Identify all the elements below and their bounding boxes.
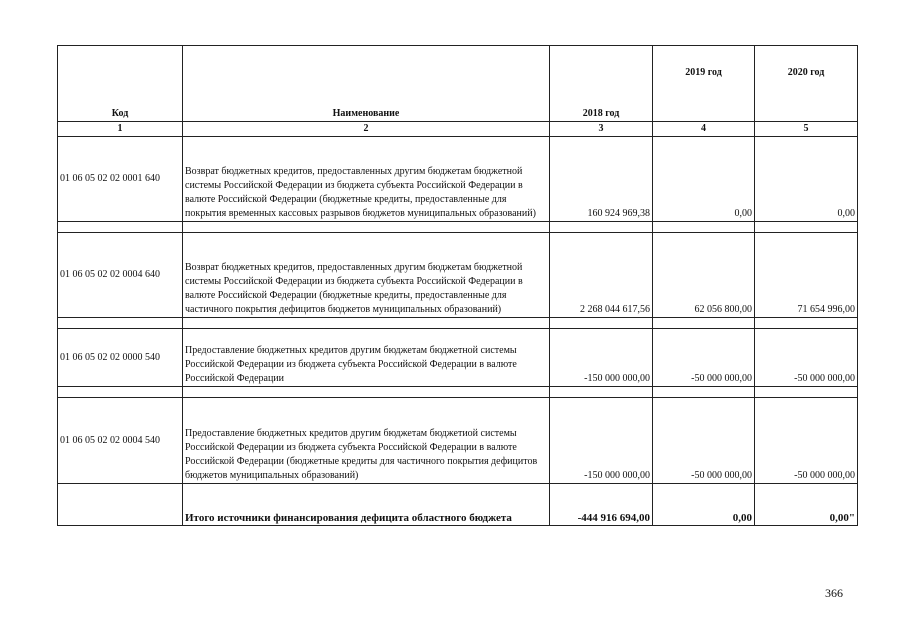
header-2019: 2019 год <box>653 46 755 122</box>
table-row <box>58 233 858 318</box>
row-name: Возврат бюджетных кредитов, предоставленных другим бюджетам бюджетной системы Российской Федерации из бюджета субъекта Российской Федерации в валюте Российской Федерации (бюджетные кредиты, предоставленные для покрытия временных кассовых разрывов бюджетов муниципальных образований) <box>183 137 550 222</box>
row-value-2018: -150 000 000,00 <box>550 329 653 387</box>
header-2018: 2018 год <box>550 46 653 122</box>
row-value-2020: -50 000 000,00 <box>755 398 858 484</box>
spacer-row <box>58 222 858 233</box>
row-code: 01 06 05 02 02 0004 640 <box>58 233 183 318</box>
row-value-2019: 62 056 800,00 <box>653 233 755 318</box>
header-name: Наименование <box>183 46 550 122</box>
row-code: 01 06 05 02 02 0001 640 <box>58 137 183 222</box>
spacer-row <box>58 387 858 398</box>
column-number: 5 <box>755 122 858 137</box>
column-number: 2 <box>183 122 550 137</box>
row-value-2020: 0,00 <box>755 137 858 222</box>
row-name: Предоставление бюджетных кредитов другим бюджетам бюджетной системы Российской Федерации из бюджета субъекта Российской Федерации в валюте Российской Федерации <box>183 329 550 387</box>
budget-table <box>57 45 858 526</box>
total-name: Итого источники финансирования дефицита областного бюджета <box>183 484 550 526</box>
table-row <box>58 329 858 387</box>
total-value-2018: -444 916 694,00 <box>550 484 653 526</box>
row-code: 01 06 05 02 02 0000 540 <box>58 329 183 387</box>
row-value-2019: -50 000 000,00 <box>653 329 755 387</box>
table-row <box>58 398 858 484</box>
row-value-2019: 0,00 <box>653 137 755 222</box>
row-value-2018: 2 268 044 617,56 <box>550 233 653 318</box>
table-row <box>58 137 858 222</box>
total-row <box>58 484 858 526</box>
header-2020: 2020 год <box>755 46 858 122</box>
header-code: Код <box>58 46 183 122</box>
row-value-2020: 71 654 996,00 <box>755 233 858 318</box>
row-code: 01 06 05 02 02 0004 540 <box>58 398 183 484</box>
column-number: 4 <box>653 122 755 137</box>
page-number: 366 <box>825 586 843 600</box>
column-number: 1 <box>58 122 183 137</box>
row-value-2018: 160 924 969,38 <box>550 137 653 222</box>
row-value-2019: -50 000 000,00 <box>653 398 755 484</box>
total-code-cell <box>58 484 183 526</box>
total-value-2020: 0,00" <box>755 484 858 526</box>
row-value-2020: -50 000 000,00 <box>755 329 858 387</box>
column-number: 3 <box>550 122 653 137</box>
row-name: Предоставление бюджетных кредитов другим бюджетам бюджетиой системы Российской Федерации из бюджета субъекта Российской Федерации в валюте Российской Федерации (бюджетные кредиты для частичного покрытия дефицитов бюджетов муниципальных образований) <box>183 398 550 484</box>
table-header-row <box>58 46 858 122</box>
spacer-row <box>58 318 858 329</box>
row-name: Возврат бюджетных кредитов, предоставленных другим бюджетам бюджетной системы Российской Федерации из бюджета субъекта Российской Федерации в валюте Российской Федерации (бюджетные кредиты, предоставленные для частичного покрытия дефицитов бюджетов муниципальных образований) <box>183 233 550 318</box>
column-number-row <box>58 122 858 137</box>
row-value-2018: -150 000 000,00 <box>550 398 653 484</box>
total-value-2019: 0,00 <box>653 484 755 526</box>
